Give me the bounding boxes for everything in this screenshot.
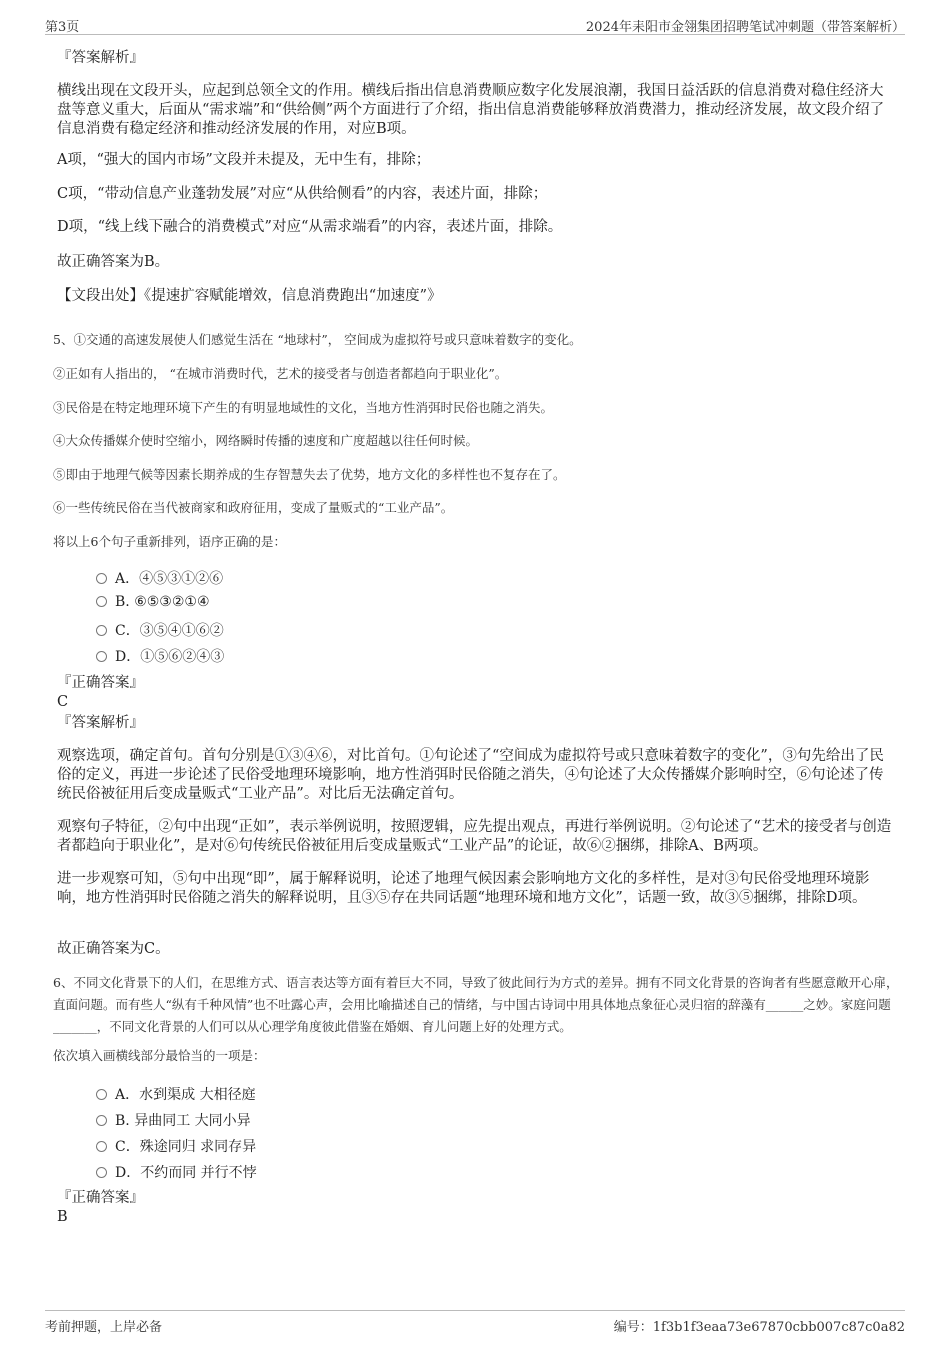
radio-icon[interactable]	[96, 1167, 107, 1178]
q4-analysis-paragraph: 横线出现在文段开头，应起到总领全文的作用。横线后指出信息消费顺应数字化发展浪潮，我国日益活跃的信息消费对稳住经济大盘等意义重大，后面从“需求端”和“供给侧”两个方面进行了介绍，指出信息消费能够释放消费潜力，推动经济发展，故文段介绍了信息消费有稳定经济和推动经济发展的作用，对应B项。	[57, 83, 885, 137]
q6-option-d[interactable]: D．不约而同 并行不悖	[96, 1162, 257, 1182]
q4-analysis-option-d: D项，“线上线下融合的消费模式”对应“从需求端看”的内容，表述片面，排除。	[57, 219, 563, 235]
q5-sentence-6: ⑥一些传统民俗在当代被商家和政府征用，变成了量贩式的“工业产品”。	[53, 500, 454, 515]
page-footer	[45, 1310, 905, 1335]
q4-analysis-label: 『答案解析』	[57, 50, 144, 66]
q5-option-a[interactable]: A．④⑤③①②⑥	[96, 568, 223, 588]
q5-option-c[interactable]: C．③⑤④①⑥②	[96, 620, 224, 640]
q5-answer-label: 『正确答案』	[57, 675, 144, 691]
q4-source: 【文段出处】《提速扩容赋能增效，信息消费跑出“加速度”》	[57, 288, 442, 304]
q5-sentence-1: 5、①交通的高速发展使人们感觉生活在 “地球村”， 空间成为虚拟符号或只意味着数字的变化。	[53, 332, 582, 347]
q5-sentence-5: ⑤即由于地理气候等因素长期养成的生存智慧失去了优势，地方文化的多样性也不复存在了。	[53, 467, 566, 482]
page-number: 第3页	[45, 20, 80, 35]
radio-icon[interactable]	[96, 651, 107, 662]
radio-icon[interactable]	[96, 573, 107, 584]
footer-slogan: 考前押题，上岸必备	[45, 1320, 163, 1335]
q5-option-d[interactable]: D．①⑤⑥②④③	[96, 646, 224, 666]
q5-answer: C	[57, 694, 69, 710]
q5-analysis-label: 『答案解析』	[57, 715, 144, 731]
radio-icon[interactable]	[96, 1115, 107, 1126]
document-id: 编号：1f3b1f3eaa73e67870cbb007c87c0a82	[613, 1320, 905, 1335]
q4-conclusion: 故正确答案为B。	[57, 254, 170, 270]
q4-analysis-option-c: C项，“带动信息产业蓬勃发展”对应“从供给侧看”的内容，表述片面，排除；	[57, 186, 548, 202]
radio-icon[interactable]	[96, 1141, 107, 1152]
radio-icon[interactable]	[96, 1089, 107, 1100]
q6-option-c[interactable]: C．殊途同归 求同存异	[96, 1136, 256, 1156]
q5-analysis-p2: 观察句子特征，②句中出现“正如”，表示举例说明，按照逻辑，应先提出观点，再进行举例说明。②句论述了“艺术的接受者与创造者都趋向于职业化”，是对⑥句传统民俗被征用后变成量贩式“工业产品”的论证，故⑥②捆绑，排除A、B两项。	[57, 819, 892, 854]
q6-stem: 6、不同文化背景下的人们，在思维方式、语言表达等方面有着巨大不同，导致了彼此间行为方式的差异。拥有不同文化背景的咨询者有些愿意敞开心扉，直面问题。而有些人“纵有千种风情”也不吐露心声，会用比喻描述自己的情绪，与中国古诗词中用具体地点象征心灵归宿的辞藻有______之妙。家庭问题_______，不同文化背景的人们可以从心理学角度彼此借鉴在婚姻、育儿问题上好的处理方式。	[53, 975, 899, 1034]
page-header	[45, 12, 905, 35]
q6-answer-label: 『正确答案』	[57, 1190, 144, 1206]
q5-sentence-4: ④大众传播媒介使时空缩小，网络瞬时传播的速度和广度超越以往任何时候。	[53, 433, 479, 448]
radio-icon[interactable]	[96, 596, 107, 607]
q6-option-a[interactable]: A．水到渠成 大相径庭	[96, 1084, 256, 1104]
q5-analysis-p1: 观察选项，确定首句。首句分别是①③④⑥，对比首句。①句论述了“空间成为虚拟符号或只意味着数字的变化”，③句先给出了民俗的定义，再进一步论述了民俗受地理环境影响，地方性消弭时民俗随之消失，④句论述了大众传播媒介影响时空，⑥句论述了传统民俗被征用后变成量贩式“工业产品”。对比后无法确定首句。	[57, 748, 884, 802]
radio-icon[interactable]	[96, 625, 107, 636]
q4-analysis-option-a: A项，“强大的国内市场”文段并未提及，无中生有，排除；	[57, 152, 431, 168]
q5-conclusion: 故正确答案为C。	[57, 941, 170, 957]
q5-sentence-2: ②正如有人指出的， “在城市消费时代，艺术的接受者与创造者都趋向于职业化”。	[53, 366, 508, 381]
q5-prompt: 将以上6个句子重新排列，语序正确的是：	[53, 534, 286, 549]
q5-sentence-3: ③民俗是在特定地理环境下产生的有明显地域性的文化，当地方性消弭时民俗也随之消失。	[53, 400, 554, 415]
q6-prompt: 依次填入画横线部分最恰当的一项是：	[53, 1048, 266, 1063]
q5-option-b[interactable]: B. ⑥⑤③②①④	[96, 594, 210, 610]
document-title: 2024年耒阳市金翎集团招聘笔试冲刺题（带答案解析）	[585, 20, 905, 35]
q6-option-b[interactable]: B. 异曲同工 大同小异	[96, 1110, 251, 1130]
q6-answer: B	[57, 1209, 68, 1225]
q5-analysis-p3: 进一步观察可知，⑤句中出现“即”，属于解释说明，论述了地理气候因素会影响地方文化的多样性，是对③句民俗受地理环境影响，地方性消弭时民俗随之消失的解释说明，且③⑤存在共同话题“地理环境和地方文化”，话题一致，故③⑤捆绑，排除D项。	[57, 871, 870, 906]
